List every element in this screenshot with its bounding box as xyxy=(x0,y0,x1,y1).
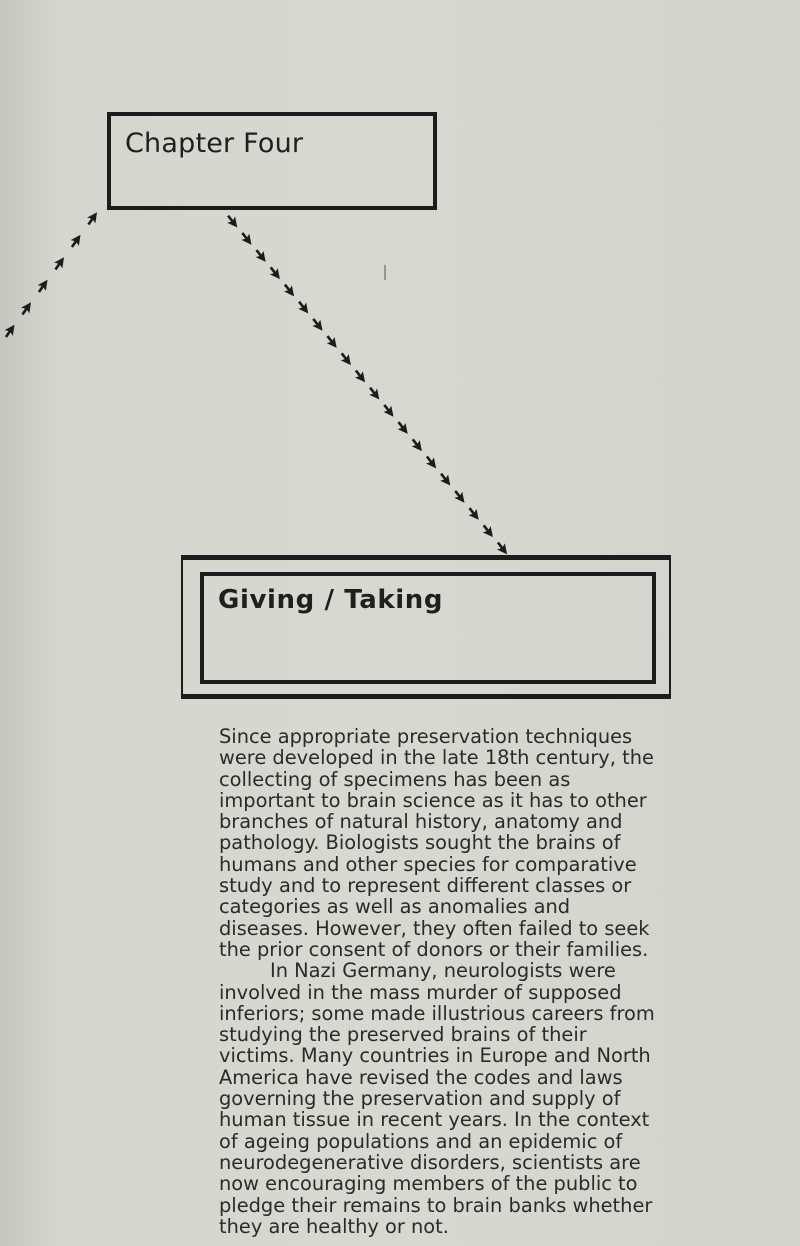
right-arrow-icon xyxy=(480,522,497,540)
left-arrow-icon xyxy=(51,254,68,272)
body-paragraph-1: Since appropriate preservation techniques were developed in the late 18th century, the collecting of specimens has been as important to brain science as it has to other branches of natural history, anatomy and pathology. Biologists sought the brains of humans and other species for comparative study and to represent different classes or categories as well as anomalies and diseases. However, they often failed to seek the prior consent of donors or their families. xyxy=(219,725,654,961)
right-arrow-trail xyxy=(224,213,511,558)
right-arrow-icon xyxy=(338,350,355,368)
right-arrow-icon xyxy=(380,402,397,420)
left-arrow-icon xyxy=(84,209,101,227)
body-text xyxy=(219,726,659,1237)
section-title: Giving / Taking xyxy=(218,585,444,615)
right-arrow-icon xyxy=(352,367,369,385)
right-arrow-icon xyxy=(437,471,454,489)
right-arrow-icon xyxy=(295,299,312,317)
right-arrow-icon xyxy=(238,230,255,248)
right-arrow-icon xyxy=(423,453,440,471)
body-paragraph-2: In Nazi Germany, neurologists were involved in the mass murder of supposed inferiors; some made illustrious careers from studying the preserved brains of their victims. Many countries in Europe and North America have revised the codes and laws governing the preservation and supply of human tissue in recent years. In the context of ageing populations and an epidemic of neurodegenerative disorders, scientists are now encouraging members of the public to pledge their remains to brain banks whether they are healthy or not. xyxy=(219,959,655,1238)
right-arrow-icon xyxy=(281,281,298,299)
left-arrow-icon xyxy=(2,322,19,340)
right-arrow-icon xyxy=(409,436,426,454)
chapter-frame xyxy=(107,112,437,210)
chapter-title: Chapter Four xyxy=(125,128,304,159)
left-arrow-icon xyxy=(18,299,35,317)
right-arrow-icon xyxy=(324,333,341,351)
right-arrow-icon xyxy=(366,385,383,403)
right-arrow-icon xyxy=(253,247,270,265)
right-arrow-icon xyxy=(224,213,241,231)
right-arrow-icon xyxy=(395,419,412,437)
right-arrow-icon xyxy=(451,488,468,506)
right-arrow-icon xyxy=(267,264,284,282)
right-arrow-icon xyxy=(309,316,326,334)
left-arrow-icon xyxy=(35,277,52,295)
left-arrow-icon xyxy=(68,232,85,250)
right-arrow-icon xyxy=(466,505,483,523)
left-arrow-trail xyxy=(2,209,101,340)
arrow-decoration xyxy=(0,200,800,560)
